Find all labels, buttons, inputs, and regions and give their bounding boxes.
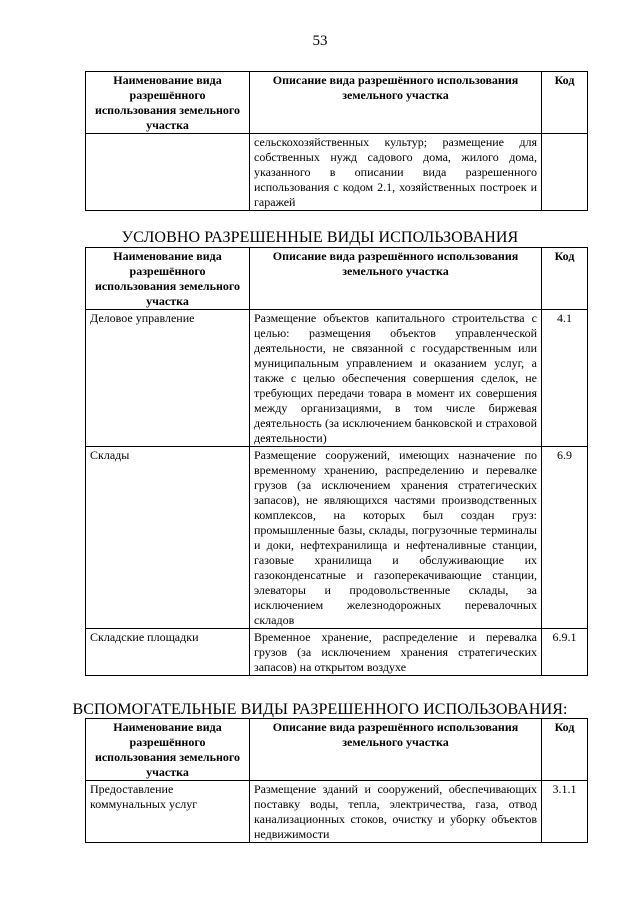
table-header-row [86, 248, 588, 310]
section-title-auxiliary: ВСПОМОГАТЕЛЬНЫЕ ВИДЫ РАЗРЕШЕННОГО ИСПОЛЬЗОВАНИЯ: [72, 701, 568, 718]
table-row [86, 629, 588, 676]
auxiliary-uses-table [85, 718, 588, 843]
row-code: 6.9 [542, 447, 588, 629]
row-description: сельскохозяйственных культур; размещение для собственных нужд садового дома, жилого дома, указанного в описании вида разрешенного использования с кодом 2.1, хозяйственных построек и гаражей [250, 134, 542, 211]
row-code: 4.1 [542, 310, 588, 447]
row-description: Размещение сооружений, имеющих назначение по временному хранению, распределению и перевалке грузов (за исключением хранения стратегических запасов), не являющихся частями производственных комплексов, на которых был создан груз: промышленные базы, склады, погрузочные терминалы и доки, нефтехранилища и нефтеналивные станции, газовые хранилища и обслуживающие их газоконденсатные и газоперекачивающие станции, элеваторы и продовольственные склады, за исключением железнодорожных перевалочных складов [250, 447, 542, 629]
header-code: Код [542, 248, 588, 310]
table-row [86, 310, 588, 447]
row-name: Склады [86, 447, 250, 629]
header-description: Описание вида разрешённого использования земельного участка [250, 248, 542, 310]
header-name: Наименование вида разрешённого использования земельного участка [86, 719, 250, 781]
row-code: 6.9.1 [542, 629, 588, 676]
row-description: Временное хранение, распределение и перевалка грузов (за исключением хранения стратегических запасов) на открытом воздухе [250, 629, 542, 676]
section-title-conditional: УСЛОВНО РАЗРЕШЕННЫЕ ВИДЫ ИСПОЛЬЗОВАНИЯ [121, 229, 519, 246]
row-name: Деловое управление [86, 310, 250, 447]
table-row [86, 781, 588, 843]
table-row [86, 134, 588, 211]
row-description: Размещение объектов капитального строительства с целью: размещения объектов управленческой деятельности, не связанной с государственным или муниципальным управлением и оказанием услуг, а также с целью обеспечения совершения сделок, не требующих передачи товара в момент их совершения между организациями, в том числе биржевая деятельность (за исключением банковской и страховой деятельности) [250, 310, 542, 447]
conditional-uses-table [85, 247, 588, 676]
row-description: Размещение зданий и сооружений, обеспечивающих поставку воды, тепла, электричества, газа, отвод канализационных стоков, очистку и уборку объектов недвижимости [250, 781, 542, 843]
table-header-row [86, 72, 588, 134]
header-code: Код [542, 719, 588, 781]
row-code [542, 134, 588, 211]
header-code: Код [542, 72, 588, 134]
header-description: Описание вида разрешённого использования земельного участка [250, 719, 542, 781]
header-name: Наименование вида разрешённого использования земельного участка [86, 248, 250, 310]
continuation-table [85, 71, 588, 211]
row-code: 3.1.1 [542, 781, 588, 843]
row-name: Предоставление коммунальных услуг [86, 781, 250, 843]
table-row [86, 447, 588, 629]
header-name: Наименование вида разрешённого использования земельного участка [86, 72, 250, 134]
page-number: 53 [312, 33, 328, 49]
header-description: Описание вида разрешённого использования земельного участка [250, 72, 542, 134]
row-name: Складские площадки [86, 629, 250, 676]
table-header-row [86, 719, 588, 781]
row-name [86, 134, 250, 211]
